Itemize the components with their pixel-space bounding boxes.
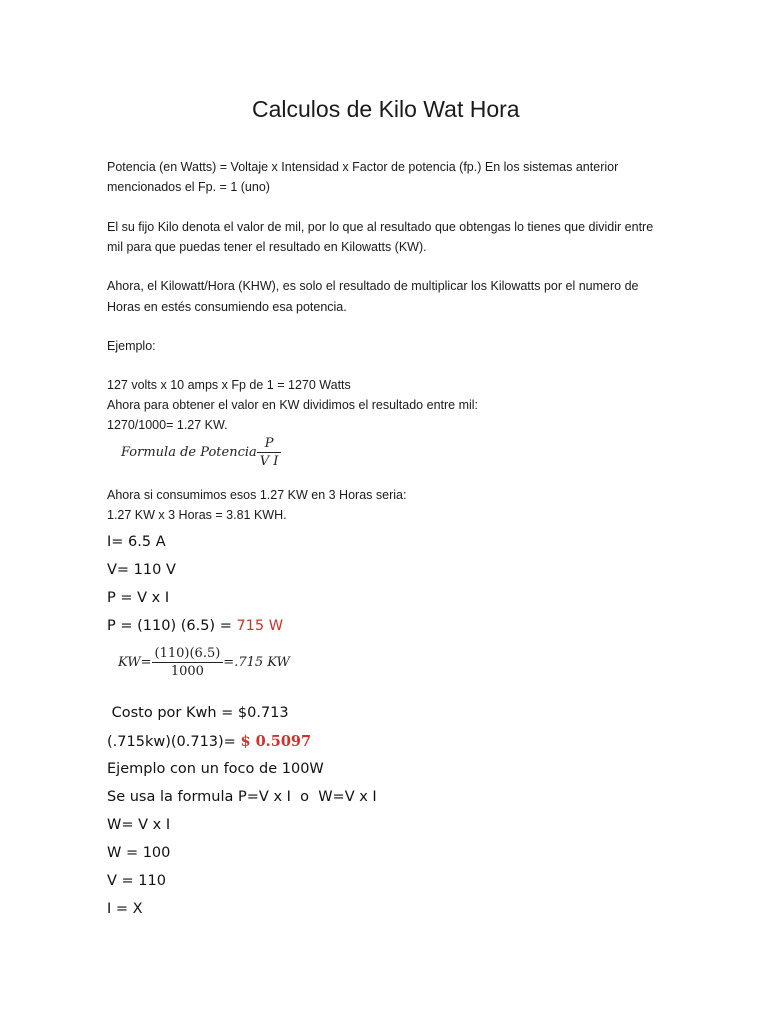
current-unknown: I = X bbox=[107, 901, 143, 917]
ejemplo-label: Ejemplo: bbox=[107, 339, 156, 353]
kw-formula-numerator: (110)(6.5) bbox=[152, 646, 224, 663]
cost-calculation bbox=[107, 733, 311, 750]
kw-formula-rhs: =.715 KW bbox=[223, 655, 290, 670]
kw-formula-fraction bbox=[152, 646, 224, 679]
paragraph-line: El su fijo Kilo denota el valor de mil, por lo que al resultado que obtengas lo tienes que dividir entre bbox=[107, 220, 654, 234]
calculation-line: Ahora si consumimos esos 1.27 KW en 3 Horas seria: bbox=[107, 488, 407, 502]
paragraph-line: Horas en estés consumiendo esa potencia. bbox=[107, 300, 347, 314]
cost-per-kwh: Costo por Kwh = $0.713 bbox=[107, 705, 289, 721]
paragraph-line: mil para que puedas tener el resultado en Kilowatts (KW). bbox=[107, 240, 427, 254]
paragraph-line: Ahora, el Kilowatt/Hora (KHW), es solo el resultado de multiplicar los Kilowatts por el numero de bbox=[107, 279, 639, 293]
paragraph-line: Potencia (en Watts) = Voltaje x Intensidad x Factor de potencia (fp.) En los sistemas anterior bbox=[107, 160, 619, 174]
voltage-value: V= 110 V bbox=[107, 562, 176, 578]
watts-value: W = 100 bbox=[107, 845, 171, 861]
kw-formula-denominator: 1000 bbox=[170, 664, 204, 679]
formula-label: Formula de Potencia bbox=[121, 445, 257, 460]
power-calc-prefix: P = (110) (6.5) = bbox=[107, 618, 237, 634]
calculation-line: 1270/1000= 1.27 KW. bbox=[107, 418, 228, 432]
cost-calc-prefix: (.715kw)(0.713)= bbox=[107, 734, 241, 750]
calculation-line: 127 volts x 10 amps x Fp de 1 = 1270 Watts bbox=[107, 378, 351, 392]
kw-formula bbox=[118, 646, 290, 679]
formula-denominator: V I bbox=[259, 454, 279, 469]
current-value: I= 6.5 A bbox=[107, 534, 166, 550]
example-title: Ejemplo con un foco de 100W bbox=[107, 761, 324, 777]
power-calculation bbox=[107, 618, 283, 634]
watts-formula: W= V x I bbox=[107, 817, 171, 833]
page-title: Calculos de Kilo Wat Hora bbox=[252, 96, 520, 122]
formula-numerator: P bbox=[257, 436, 282, 453]
formula-fraction bbox=[257, 436, 282, 469]
cost-calc-result: $ 0.5097 bbox=[240, 733, 312, 750]
calculation-line: 1.27 KW x 3 Horas = 3.81 KWH. bbox=[107, 508, 287, 522]
kw-formula-lhs: KW= bbox=[118, 655, 152, 670]
paragraph-line: mencionados el Fp. = 1 (uno) bbox=[107, 180, 270, 194]
voltage-value-2: V = 110 bbox=[107, 873, 166, 889]
example-formula: Se usa la formula P=V x I o W=V x I bbox=[107, 789, 377, 805]
formula-potencia bbox=[121, 436, 281, 469]
calculation-line: Ahora para obtener el valor en KW dividimos el resultado entre mil: bbox=[107, 398, 479, 412]
power-calc-result: 715 W bbox=[236, 618, 284, 634]
power-formula: P = V x I bbox=[107, 590, 170, 606]
